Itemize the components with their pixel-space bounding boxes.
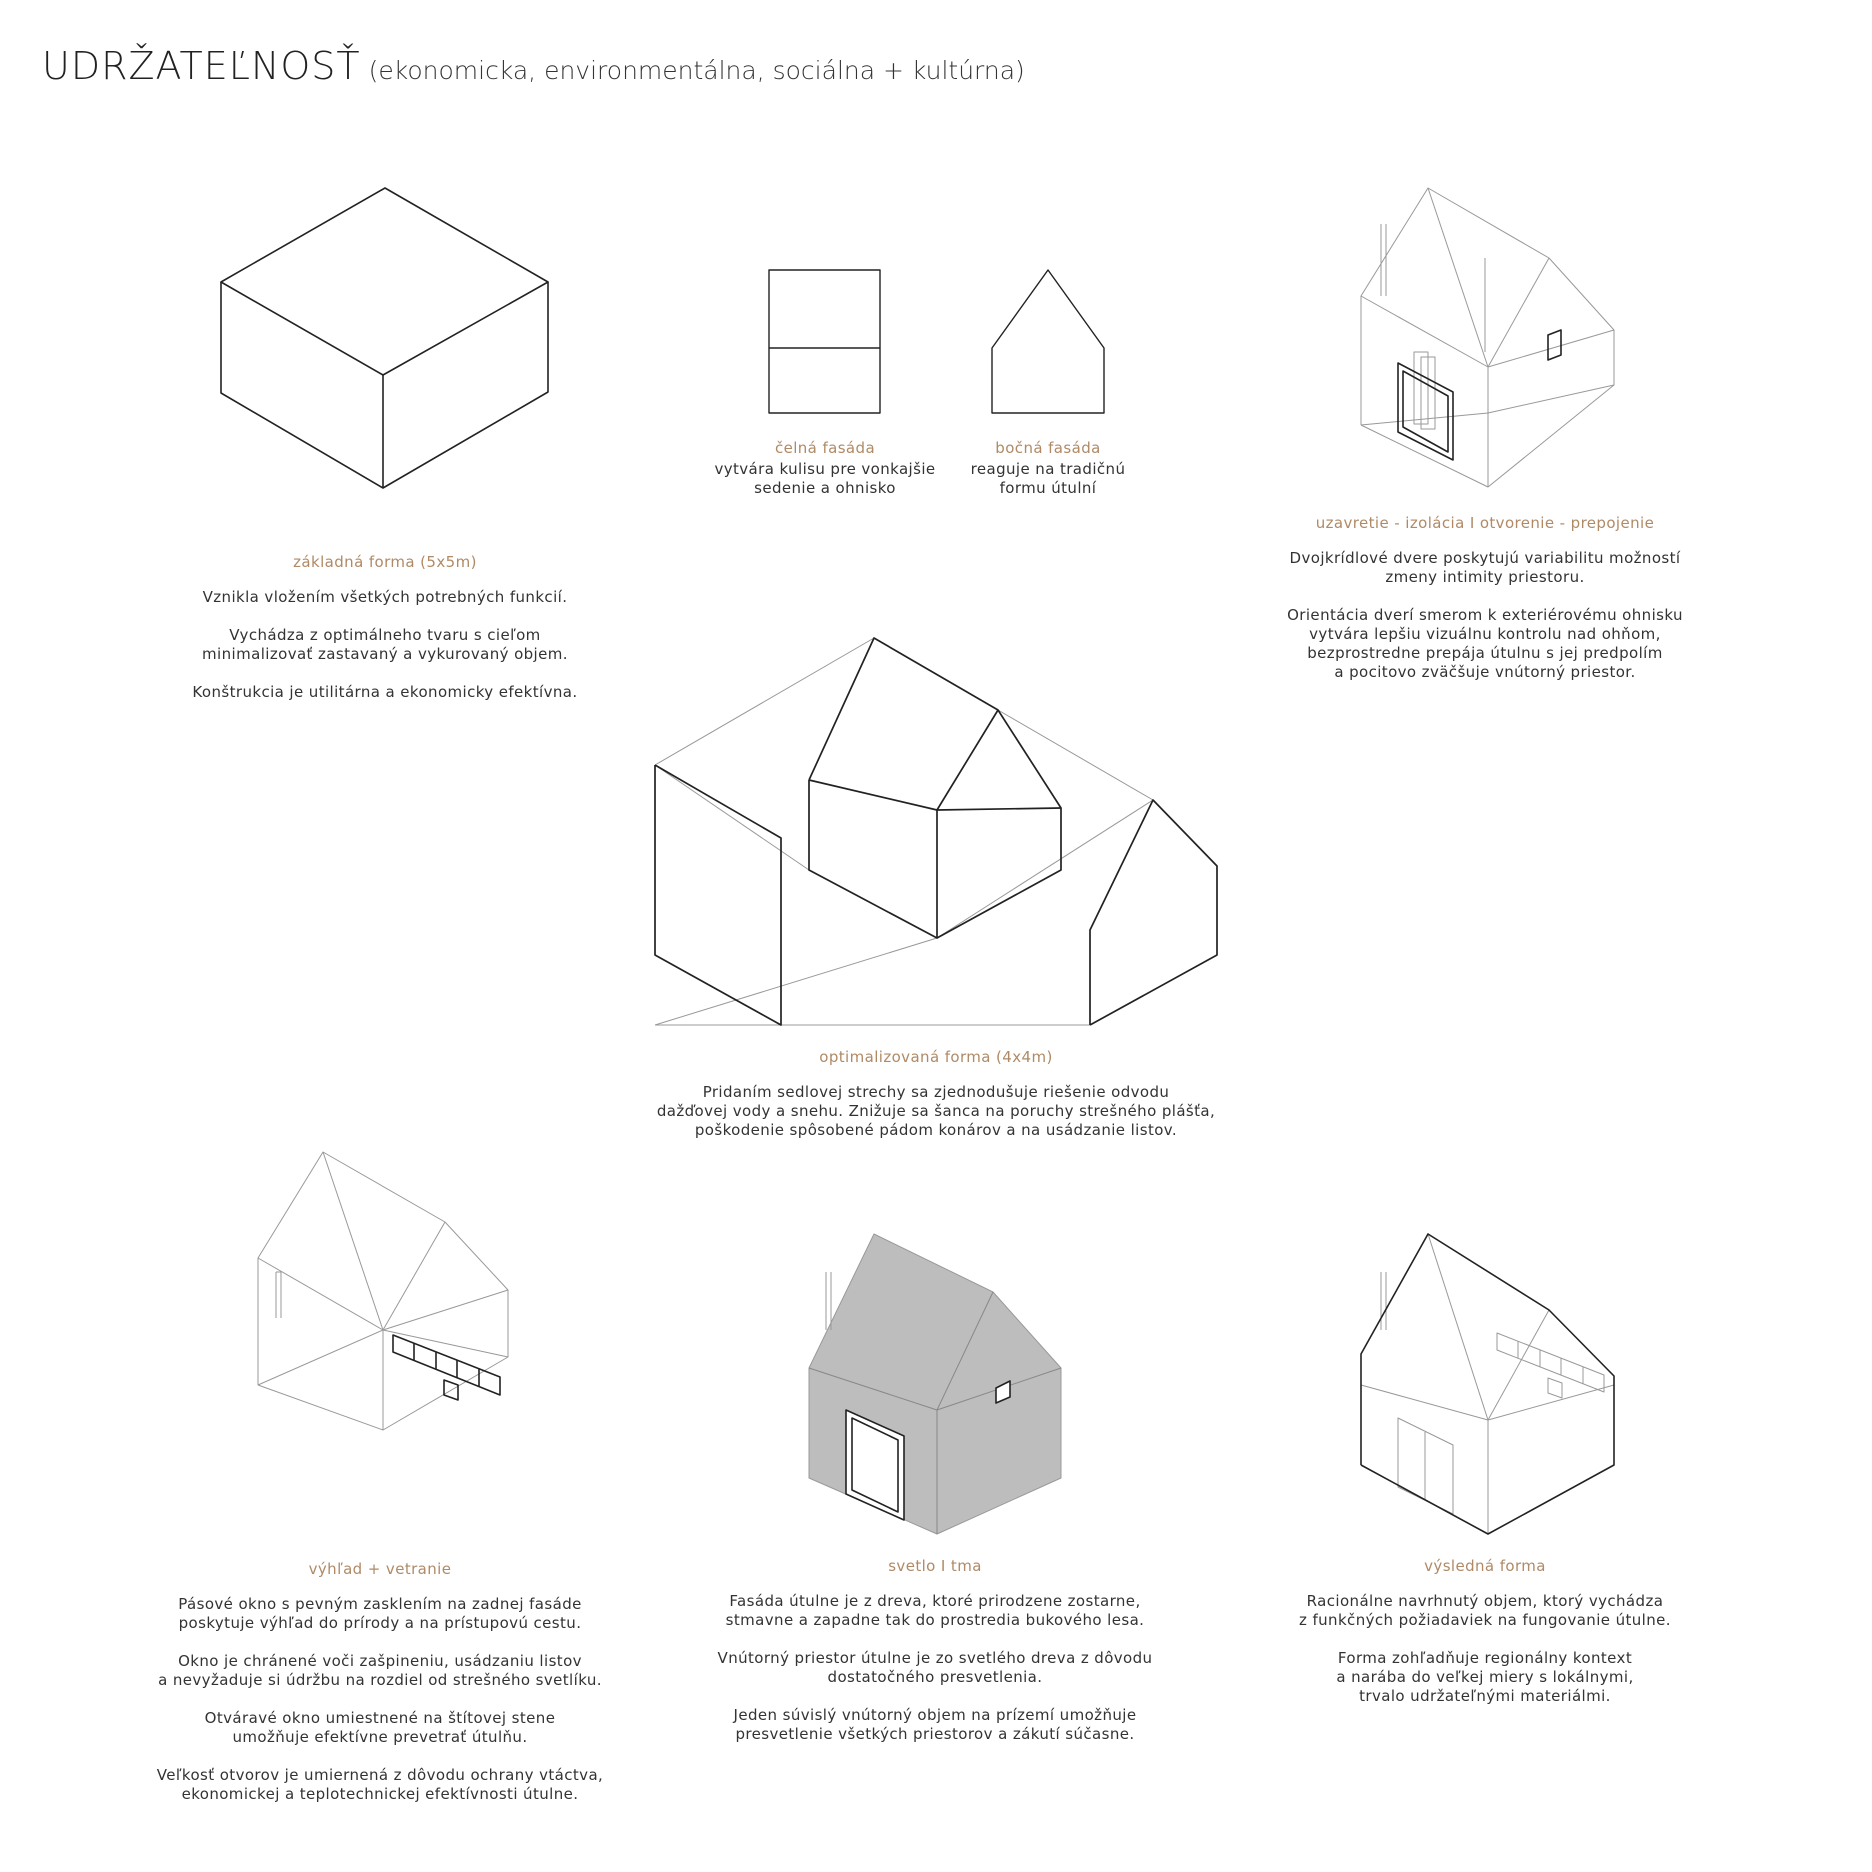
caption-optimized-form bbox=[580, 1048, 1292, 1140]
caption-closing-heading: uzavretie - izolácia I otvorenie - prepojenie bbox=[1315, 514, 1655, 532]
caption-side-text: reaguje na tradičnú formu útulní bbox=[970, 460, 1126, 497]
title-main: UDRŽATEĽNOSŤ bbox=[42, 44, 361, 88]
caption-result-text-2: Forma zohľadňuje regionálny kontext a narába do veľkej miery s lokálnymi, trvalo udržateľnými materiálmi. bbox=[1336, 1649, 1634, 1705]
caption-optimized-text: Pridaním sedlovej strechy sa zjednodušuje riešenie odvodu dažďovej vody a snehu. Znižuje sa šanca na poruchy strešného plášťa, poškodenie spôsobené pádom konárov a na usádzanie listov. bbox=[656, 1083, 1216, 1139]
caption-basic-text-1: Vznikla vložením všetkých potrebných funkcií. bbox=[202, 588, 568, 606]
caption-view-text-2: Okno je chránené voči zašpineniu, usádzaniu listov a nevyžaduje si údržbu na rozdiel od strešného svetlíku. bbox=[158, 1652, 602, 1689]
caption-side-heading: bočná fasáda bbox=[995, 439, 1101, 457]
resulting-form-house bbox=[1361, 1234, 1614, 1534]
caption-light-text-1: Fasáda útulne je z dreva, ktoré prirodzene zostarne, stmavne a zapadne tak do prostredia bukového lesa. bbox=[725, 1592, 1145, 1629]
caption-light-text-2: Vnútorný priestor útulne je zo svetlého dreva z dôvodu dostatočného presvetlenia. bbox=[717, 1649, 1153, 1686]
strip-window bbox=[393, 1335, 500, 1400]
light-dark-house bbox=[809, 1234, 1061, 1534]
caption-closing-text-2: Orientácia dverí smerom k exteriérovému ohnisku vytvára lepšiu vizuálnu kontrolu nad ohňom, bezprostredne prepája útulnu s jej predpolím a pocitovo zväčšuje vnútorný priestor. bbox=[1287, 606, 1683, 681]
caption-view-text-1: Pásové okno s pevným zasklením na zadnej fasáde poskytuje výhľad do prírody a na prístupovú cestu. bbox=[178, 1595, 582, 1632]
caption-result-text-1: Racionálne navrhnutý objem, ktorý vychádza z funkčných požiadaviek na fungovanie útulne. bbox=[1299, 1592, 1671, 1629]
caption-resulting-form bbox=[1270, 1557, 1700, 1706]
caption-basic-form bbox=[160, 553, 610, 702]
caption-view-text-4: Veľkosť otvorov je umiernená z dôvodu ochrany vtáctva, ekonomickej a teplotechnickej efektívnosti útulne. bbox=[156, 1766, 604, 1803]
view-ventilation-house bbox=[258, 1152, 508, 1430]
caption-optimized-heading: optimalizovaná forma (4x4m) bbox=[819, 1048, 1053, 1066]
front-facade-elevation bbox=[769, 270, 880, 413]
side-facade-elevation bbox=[992, 270, 1104, 413]
caption-light-dark bbox=[690, 1557, 1180, 1744]
title-subtitle: (ekonomicka, environmentálna, sociálna + kultúrna) bbox=[368, 56, 1025, 85]
caption-side-facade bbox=[938, 439, 1158, 498]
caption-front-facade bbox=[690, 439, 960, 498]
caption-front-text: vytvára kulisu pre vonkajšie sedenie a ohnisko bbox=[714, 460, 936, 497]
caption-light-heading: svetlo I tma bbox=[888, 1557, 982, 1575]
closing-opening-house bbox=[1361, 188, 1614, 487]
basic-form-cube bbox=[221, 188, 548, 488]
caption-basic-heading: základná forma (5x5m) bbox=[293, 553, 477, 571]
caption-closing-text-1: Dvojkrídlové dvere poskytujú variabilitu možností zmeny intimity priestoru. bbox=[1289, 549, 1681, 586]
caption-view-ventilation bbox=[130, 1560, 630, 1804]
caption-view-heading: výhľad + vetranie bbox=[308, 1560, 452, 1578]
optimized-form-exploded bbox=[655, 638, 1217, 1025]
caption-closing-opening bbox=[1240, 514, 1730, 682]
caption-basic-text-3: Konštrukcia je utilitárna a ekonomicky efektívna. bbox=[192, 683, 578, 701]
caption-front-heading: čelná fasáda bbox=[774, 439, 876, 457]
caption-view-text-3: Otváravé okno umiestnené na štítovej stene umožňuje efektívne prevetrať útulňu. bbox=[204, 1709, 556, 1746]
caption-result-heading: výsledná forma bbox=[1424, 1557, 1546, 1575]
caption-basic-text-2: Vychádza z optimálneho tvaru s cieľom minimalizovať zastavaný a vykurovaný objem. bbox=[202, 626, 568, 663]
double-door bbox=[1398, 330, 1561, 460]
caption-light-text-3: Jeden súvislý vnútorný objem na prízemí umožňuje presvetlenie všetkých priestorov a zákutí súčasne. bbox=[733, 1706, 1137, 1743]
